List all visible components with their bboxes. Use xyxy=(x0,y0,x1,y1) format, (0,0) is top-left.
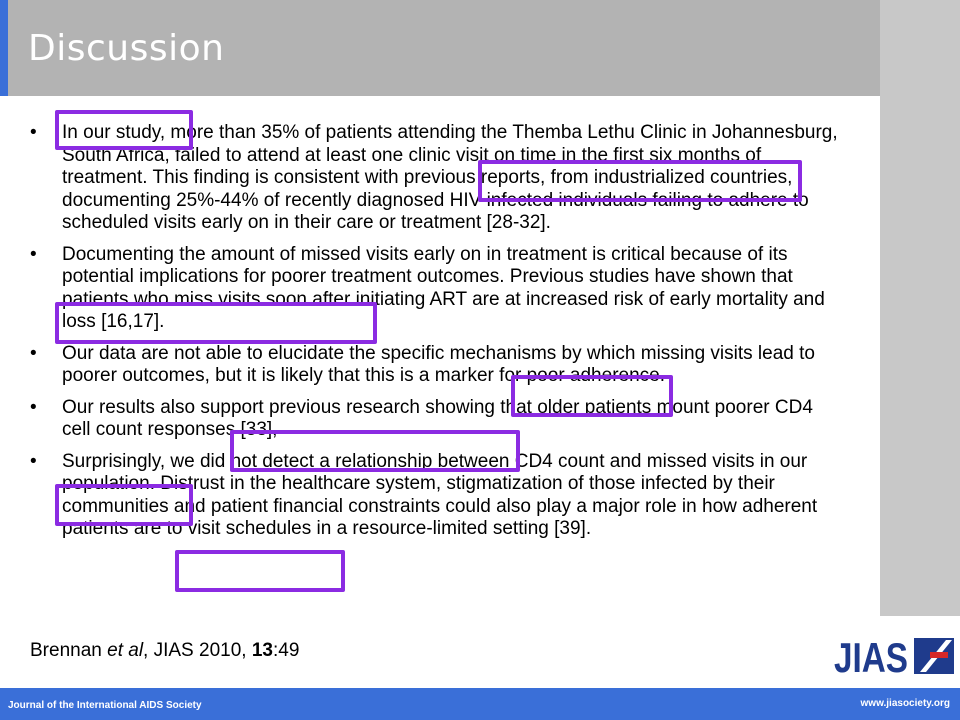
slide-title: Discussion xyxy=(28,28,225,69)
bullet-dot: • xyxy=(30,396,37,418)
citation xyxy=(30,640,299,662)
bullet-text: Our data are not able to elucidate the specific mechanisms by which missing visits lead to poorer outcomes, but it is likely that this is a marker for poor adherence. xyxy=(62,342,815,386)
bullet-item xyxy=(30,343,845,388)
highlight-box-could-also-play xyxy=(175,550,345,592)
logo-red-bar xyxy=(930,652,948,658)
slide-content xyxy=(30,122,845,550)
bullet-dot: • xyxy=(30,342,37,364)
bullet-dot: • xyxy=(30,122,37,143)
citation-volume: 13 xyxy=(251,640,273,661)
bullet-text: In our study, more than 35% of patients attending the Themba Lethu Clinic in Johannesburg, South Africa, failed to attend at least one clinic visit on time in the first six months of treatment. This finding is consistent with previous reports, from industrialized countries, documenting 25%-44% of recently diagnosed HIV-infected individuals failing to adhere to scheduled visits early on in their care or treatment [28-32]. xyxy=(62,122,838,233)
bullet-dot: • xyxy=(30,450,37,472)
bullet-list xyxy=(30,122,845,541)
bullet-text: Our results also support previous research showing that older patients mount poorer CD4 cell count responses [33], xyxy=(62,396,813,440)
bullet-item xyxy=(30,451,845,541)
bullet-item xyxy=(30,122,845,235)
footer-website: www.jiasociety.org xyxy=(860,698,950,709)
footer-journal-name: Journal of the International AIDS Society xyxy=(8,700,202,711)
bullet-item xyxy=(30,397,845,442)
citation-authors: Brennan xyxy=(30,640,108,661)
bullet-dot: • xyxy=(30,243,37,265)
jias-logo-graphic xyxy=(834,632,960,682)
jias-logo xyxy=(834,632,960,682)
jias-logo-text: JIAS xyxy=(834,634,908,681)
citation-etal: et al xyxy=(107,640,144,661)
header-accent-stripe xyxy=(0,0,8,96)
right-side-panel xyxy=(880,0,960,616)
bullet-item xyxy=(30,244,845,334)
bullet-text: Documenting the amount of missed visits early on in treatment is critical because of its potential implications for poorer treatment outcomes. Previous studies have shown that patients who miss visits soon after initiating ART are at increased risk of early mortality and loss [16,17]. xyxy=(62,243,825,332)
citation-journal: , JIAS 2010, xyxy=(143,640,252,661)
citation-article: :49 xyxy=(272,640,300,661)
footer-bar xyxy=(0,688,960,720)
bullet-text: Surprisingly, we did not detect a relationship between CD4 count and missed visits in our population. Distrust in the healthcare system, stigmatization of those infected by their communities and patient financial constraints could also play a major role in how adherent patients are to visit schedules in a resource-limited setting [39]. xyxy=(62,450,818,539)
